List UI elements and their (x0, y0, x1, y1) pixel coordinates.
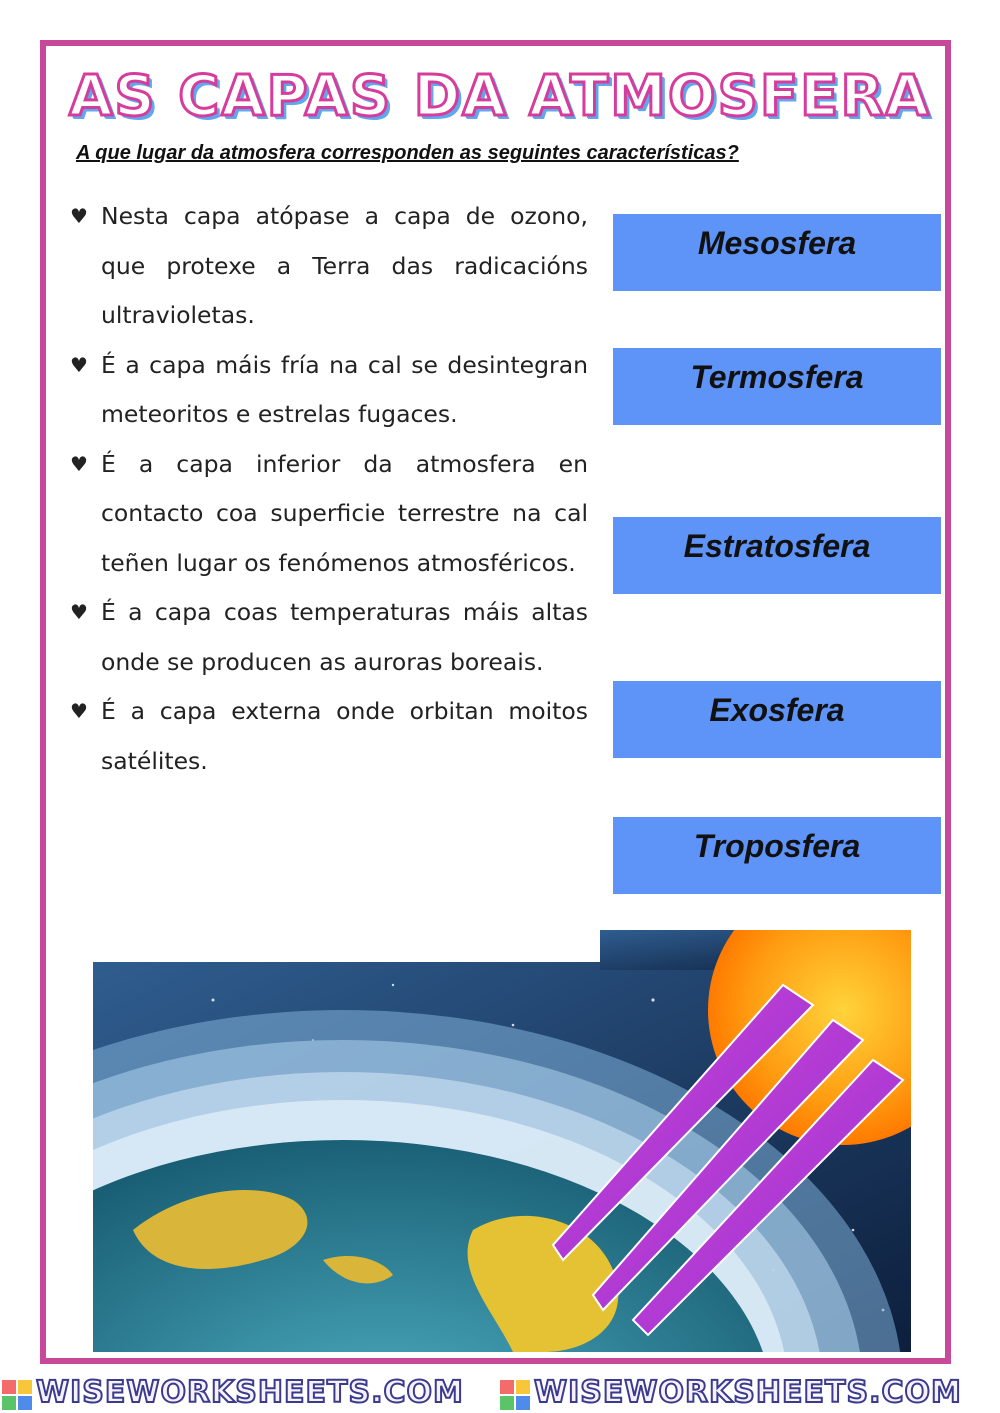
instruction-text: A que lugar da atmosfera corresponden as seguintes características? (76, 142, 739, 164)
item-text: É a capa inferior da atmosfera en contacto coa superficie terrestre na cal teñen lugar os fenómenos atmosféricos. (101, 449, 588, 577)
list-item (70, 687, 588, 786)
heart-bullet-icon: ♥ (70, 600, 88, 624)
answer-box-exosfera[interactable]: Exosfera (613, 681, 941, 758)
item-text: É a capa máis fría na cal se desintegran meteoritos e estrelas fugaces. (101, 350, 588, 428)
answer-box-estratosfera[interactable]: Estratosfera (613, 517, 941, 594)
wiseworksheets-logo-icon (2, 1380, 32, 1410)
page-title: AS CAPAS DA ATMOSFERA (69, 64, 931, 129)
item-text: É a capa externa onde orbitan moitos satélites. (101, 697, 588, 775)
list-item (70, 341, 588, 440)
list-item (70, 588, 588, 687)
heart-bullet-icon: ♥ (70, 204, 88, 228)
answer-box-troposfera[interactable]: Troposfera (613, 817, 941, 894)
watermark-text: WISEWORKSHEETS.COM (534, 1375, 962, 1410)
item-text: É a capa coas temperaturas máis altas onde se producen as auroras boreais. (101, 598, 588, 676)
item-text: Nesta capa atópase a capa de ozono, que protexe a Terra das radicacións ultravioletas. (101, 202, 588, 329)
answer-box-mesosfera[interactable]: Mesosfera (613, 214, 941, 291)
list-item (70, 192, 588, 341)
list-item (70, 440, 588, 589)
heart-bullet-icon: ♥ (70, 352, 88, 377)
heart-bullet-icon: ♥ (70, 451, 88, 476)
characteristics-list (70, 192, 588, 786)
earth-atmosphere-illustration (93, 930, 911, 1352)
answer-box-termosfera[interactable]: Termosfera (613, 348, 941, 425)
heart-bullet-icon: ♥ (70, 699, 88, 723)
watermark-text: WISEWORKSHEETS.COM (36, 1375, 464, 1410)
wiseworksheets-logo-icon (500, 1380, 530, 1410)
